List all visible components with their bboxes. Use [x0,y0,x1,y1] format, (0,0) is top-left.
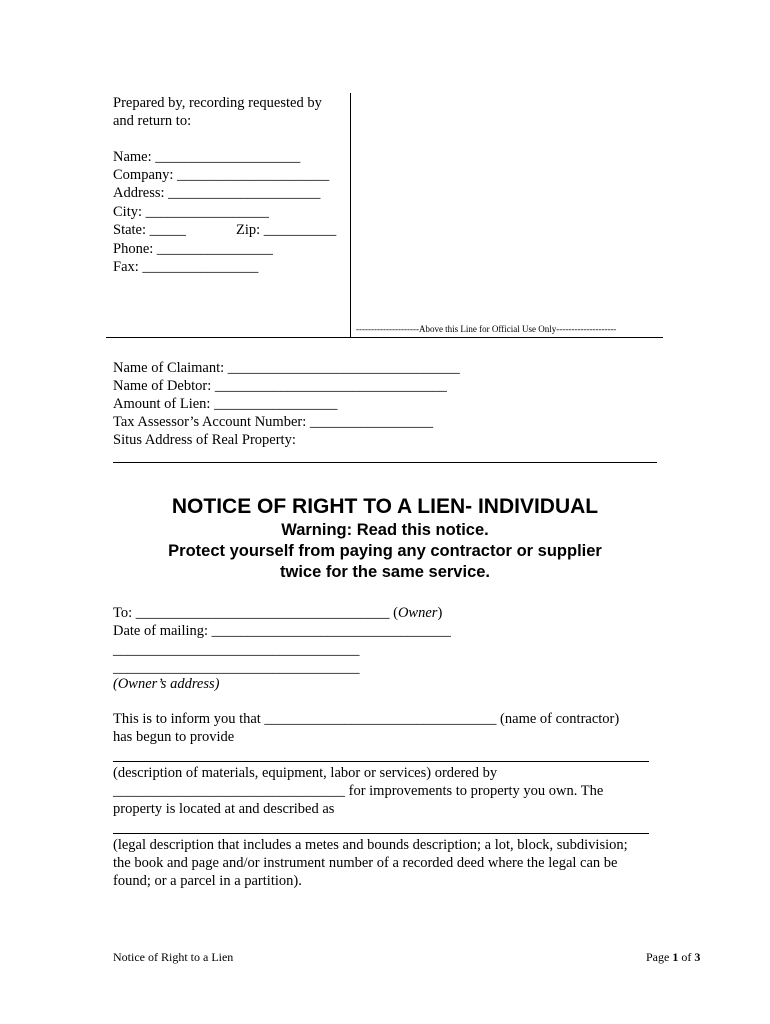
state-field[interactable]: State: _____ [113,222,186,238]
warning-line: Warning: Read this notice. [281,521,489,539]
property-located-text: property is located at and described as [113,801,335,817]
to-owner-close: ) [437,605,443,621]
claimant-field[interactable]: Name of Claimant: ________________________________ [113,360,460,376]
address-field[interactable]: Address: _____________________ [113,185,321,201]
city-field[interactable]: City: _________________ [113,204,269,220]
begun-provide-text: has begun to provide [113,729,235,745]
prepared-by-line1: Prepared by, recording requested by [113,95,322,111]
recording-divider-horizontal [106,337,663,338]
lien-amount-field[interactable]: Amount of Lien: _________________ [113,396,338,412]
legal-caption-line3: found; or a parcel in a partition). [113,873,302,889]
to-owner-field[interactable] [113,604,442,622]
legal-description-line[interactable] [113,833,649,834]
zip-field[interactable]: Zip: __________ [236,222,337,238]
legal-caption-line2: the book and page and/or instrument number of a recorded deed where the legal can be [113,855,618,871]
owner-address-caption: (Owner’s address) [113,676,220,692]
contractor-field[interactable]: This is to inform you that ________________________________ (name of contractor) [113,711,620,727]
fax-field[interactable]: Fax: ________________ [113,259,259,275]
recording-divider-vertical [350,93,351,338]
tax-account-field[interactable]: Tax Assessor’s Account Number: _________________ [113,414,434,430]
company-field[interactable]: Company: _____________________ [113,167,330,183]
services-line[interactable] [113,761,649,762]
owner-address-line2[interactable]: __________________________________ [113,660,360,676]
page-number [646,948,700,966]
page-prefix: Page [646,950,673,964]
to-owner-text: To: ___________________________________ ( [113,605,398,621]
phone-field[interactable]: Phone: ________________ [113,241,273,257]
protect-line: Protect yourself from paying any contractor or supplier [168,542,602,560]
legal-caption-line1: (legal description that includes a metes and bounds description; a lot, block, subdivision; [113,837,628,853]
footer-document-name: Notice of Right to a Lien [113,950,234,964]
prepared-by-line2: and return to: [113,113,192,129]
services-caption: (description of materials, equipment, labor or services) ordered by [113,765,498,781]
situs-address-line[interactable] [113,462,657,463]
official-use-label: ---------------------Above this Line for Official Use Only-------------------- [356,324,617,334]
page-current: 1 [672,950,679,964]
mailing-date-field[interactable]: Date of mailing: _________________________________ [113,623,451,639]
ordered-by-field[interactable]: ________________________________ for improvements to property you own. The [113,783,604,799]
name-field[interactable]: Name: ____________________ [113,149,301,165]
debtor-field[interactable]: Name of Debtor: ________________________________ [113,378,447,394]
owner-label: Owner [397,605,438,621]
owner-address-line1[interactable]: __________________________________ [113,642,360,658]
page-of: of [678,950,695,964]
situs-address-label: Situs Address of Real Property: [113,432,296,448]
page-total: 3 [694,950,701,964]
twice-line: twice for the same service. [279,563,491,581]
document-title: NOTICE OF RIGHT TO A LIEN- INDIVIDUAL [171,495,599,518]
